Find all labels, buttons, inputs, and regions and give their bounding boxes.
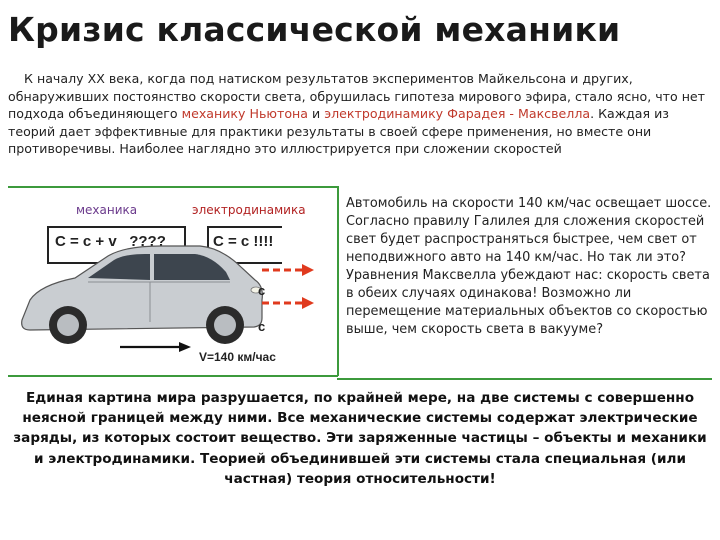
- link-faraday-maxwell[interactable]: электродинамику Фарадея - Максвелла: [324, 106, 591, 122]
- car-icon: [22, 246, 266, 344]
- right-paragraph: Автомобиль на скорости 140 км/час освещает шоссе. Согласно правилу Галилея для сложения скоростей свет будет распространяться быстрее, чем свет от неподвижного авто на 140 км/час. Но так ли это? Уравнения Максвелла убеждают нас: скорость света в обеих случаях одинакова! Возможно ли перемещение материальных объектов со скоростью выше, чем скорость света в вакууме?: [346, 196, 712, 337]
- intro-text-1: К началу XX века, когда под натиском результатов экспериментов Майкельсона и других, обнаруживших постоянство скорости света, обрушилась гипотеза мирового эфира, стало ясно, что нет подхода объединяющего: [8, 71, 706, 122]
- label-electrodynamics: электродинамика: [192, 203, 306, 217]
- speed-label: V=140 км/час: [199, 350, 276, 364]
- intro-text-2: . Каждая из теорий дает эффективные для практики результаты в своей сфере применения, но вместе они противоречивы. Наиболее наглядно это иллюстрируется при сложении скоростей: [8, 106, 669, 157]
- light-label-still: c: [258, 319, 266, 334]
- formula-electro: C = c !!!!: [213, 233, 274, 250]
- page-title: Кризис классической механики: [8, 10, 621, 49]
- intro-and: и: [307, 106, 325, 122]
- label-mechanics: механика: [76, 203, 138, 217]
- light-label-moving: c: [258, 283, 266, 298]
- bottom-paragraph: Единая картина мира разрушается, по крайней мере, на две системы с совершенно неясной границей между ними. Все механические системы содержат электрические заряды, из которых состоит вещество. Эти заряженные частицы – объекты и механики и электродинамики. Теорией объединившей эти системы стала специальная (или частная) теория относительности!: [13, 390, 707, 487]
- formula-mechanics: C = c + v ????: [55, 233, 166, 250]
- link-newton-mechanics[interactable]: механику Ньютона: [181, 106, 308, 122]
